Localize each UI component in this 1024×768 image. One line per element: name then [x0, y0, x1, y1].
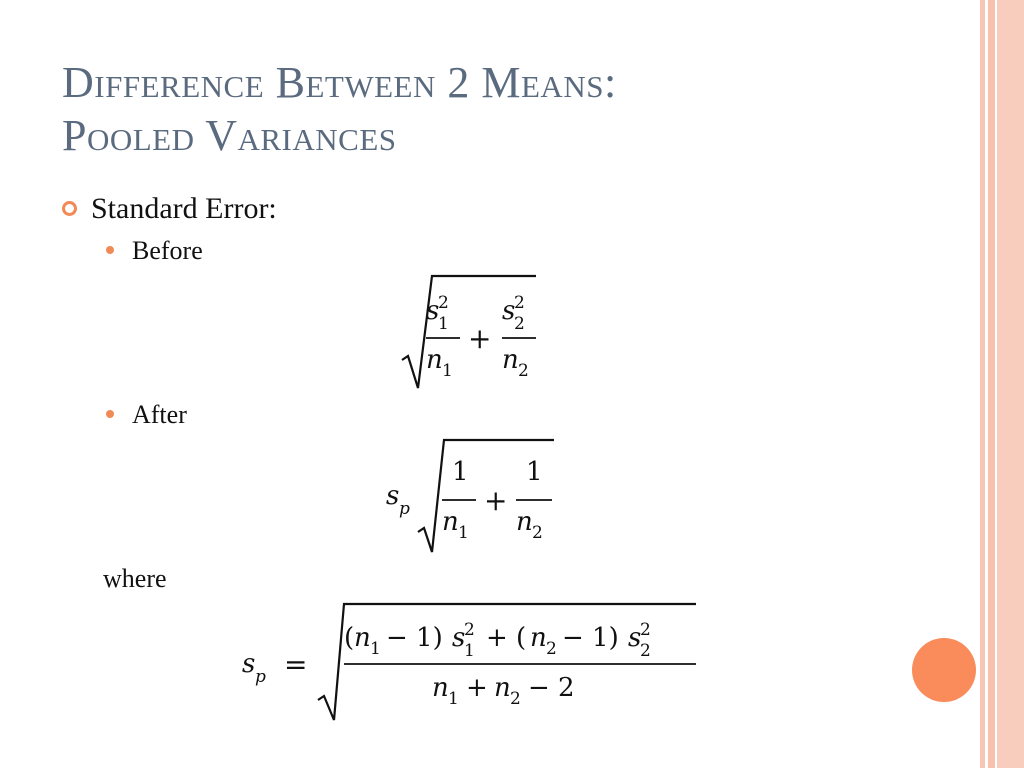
svg-text:=: =	[284, 648, 308, 681]
svg-text:2: 2	[532, 523, 543, 543]
dot-bullet-icon	[106, 410, 114, 418]
equation-after	[384, 436, 564, 558]
sub-bullet-before	[106, 236, 203, 266]
svg-text:+: +	[468, 322, 492, 355]
svg-text:1: 1	[438, 314, 449, 334]
equation-pooled	[240, 600, 710, 724]
svg-text:n: n	[442, 507, 459, 537]
svg-text:1: 1	[370, 639, 381, 659]
equation-before	[398, 272, 548, 394]
bullet-text: Standard Error:	[91, 192, 277, 225]
svg-text:1: 1	[448, 689, 459, 709]
svg-text:2: 2	[514, 314, 525, 334]
where-text: where	[103, 564, 167, 593]
svg-text:s: s	[628, 623, 642, 653]
equation-before-svg	[398, 272, 548, 394]
svg-text:n: n	[432, 673, 449, 703]
svg-text:n: n	[354, 623, 371, 653]
svg-text:1: 1	[526, 457, 543, 487]
svg-text:1: 1	[458, 523, 469, 543]
svg-text:− 1): − 1)	[562, 623, 619, 653]
dot-bullet-icon	[106, 246, 114, 254]
border-stripe	[997, 0, 1024, 768]
svg-text:s: s	[386, 481, 400, 511]
bullet-standard-error	[62, 192, 277, 226]
svg-text:n: n	[426, 345, 443, 375]
svg-text:2: 2	[518, 361, 529, 381]
svg-text:p: p	[255, 667, 266, 687]
svg-text:− 2: − 2	[528, 673, 575, 703]
svg-text:2: 2	[546, 639, 557, 659]
border-stripe	[988, 0, 995, 768]
svg-text:+: +	[484, 484, 508, 517]
svg-text:+ (: + (	[486, 623, 527, 653]
svg-text:s: s	[242, 649, 256, 679]
svg-text:1: 1	[442, 361, 453, 381]
equation-pooled-svg	[240, 600, 710, 724]
svg-text:1: 1	[464, 641, 475, 661]
decorative-circle	[912, 638, 976, 702]
title-line-1: Difference Between 2 Means:	[62, 58, 617, 107]
svg-text:2: 2	[510, 689, 521, 709]
sub-bullet-text: Before	[132, 236, 203, 265]
svg-text:+: +	[466, 673, 488, 703]
equation-after-svg	[384, 436, 564, 558]
svg-text:2: 2	[464, 620, 475, 640]
svg-text:s: s	[452, 623, 466, 653]
svg-text:n: n	[502, 345, 519, 375]
svg-text:2: 2	[640, 641, 651, 661]
svg-text:(: (	[344, 623, 355, 653]
svg-text:n: n	[494, 673, 511, 703]
svg-text:2: 2	[514, 293, 525, 313]
svg-text:2: 2	[640, 620, 651, 640]
sub-bullet-text: After	[132, 400, 187, 429]
title-line-2: Pooled Variances	[62, 111, 397, 160]
svg-text:p: p	[399, 499, 410, 519]
svg-text:s: s	[426, 296, 440, 326]
svg-text:− 1): − 1)	[386, 623, 443, 653]
slide-title	[62, 56, 942, 162]
svg-text:n: n	[530, 623, 547, 653]
ring-bullet-icon	[62, 201, 77, 216]
sub-bullet-after	[106, 400, 187, 430]
svg-text:n: n	[516, 507, 533, 537]
svg-text:1: 1	[452, 457, 469, 487]
svg-text:s: s	[502, 296, 516, 326]
svg-text:2: 2	[438, 293, 449, 313]
